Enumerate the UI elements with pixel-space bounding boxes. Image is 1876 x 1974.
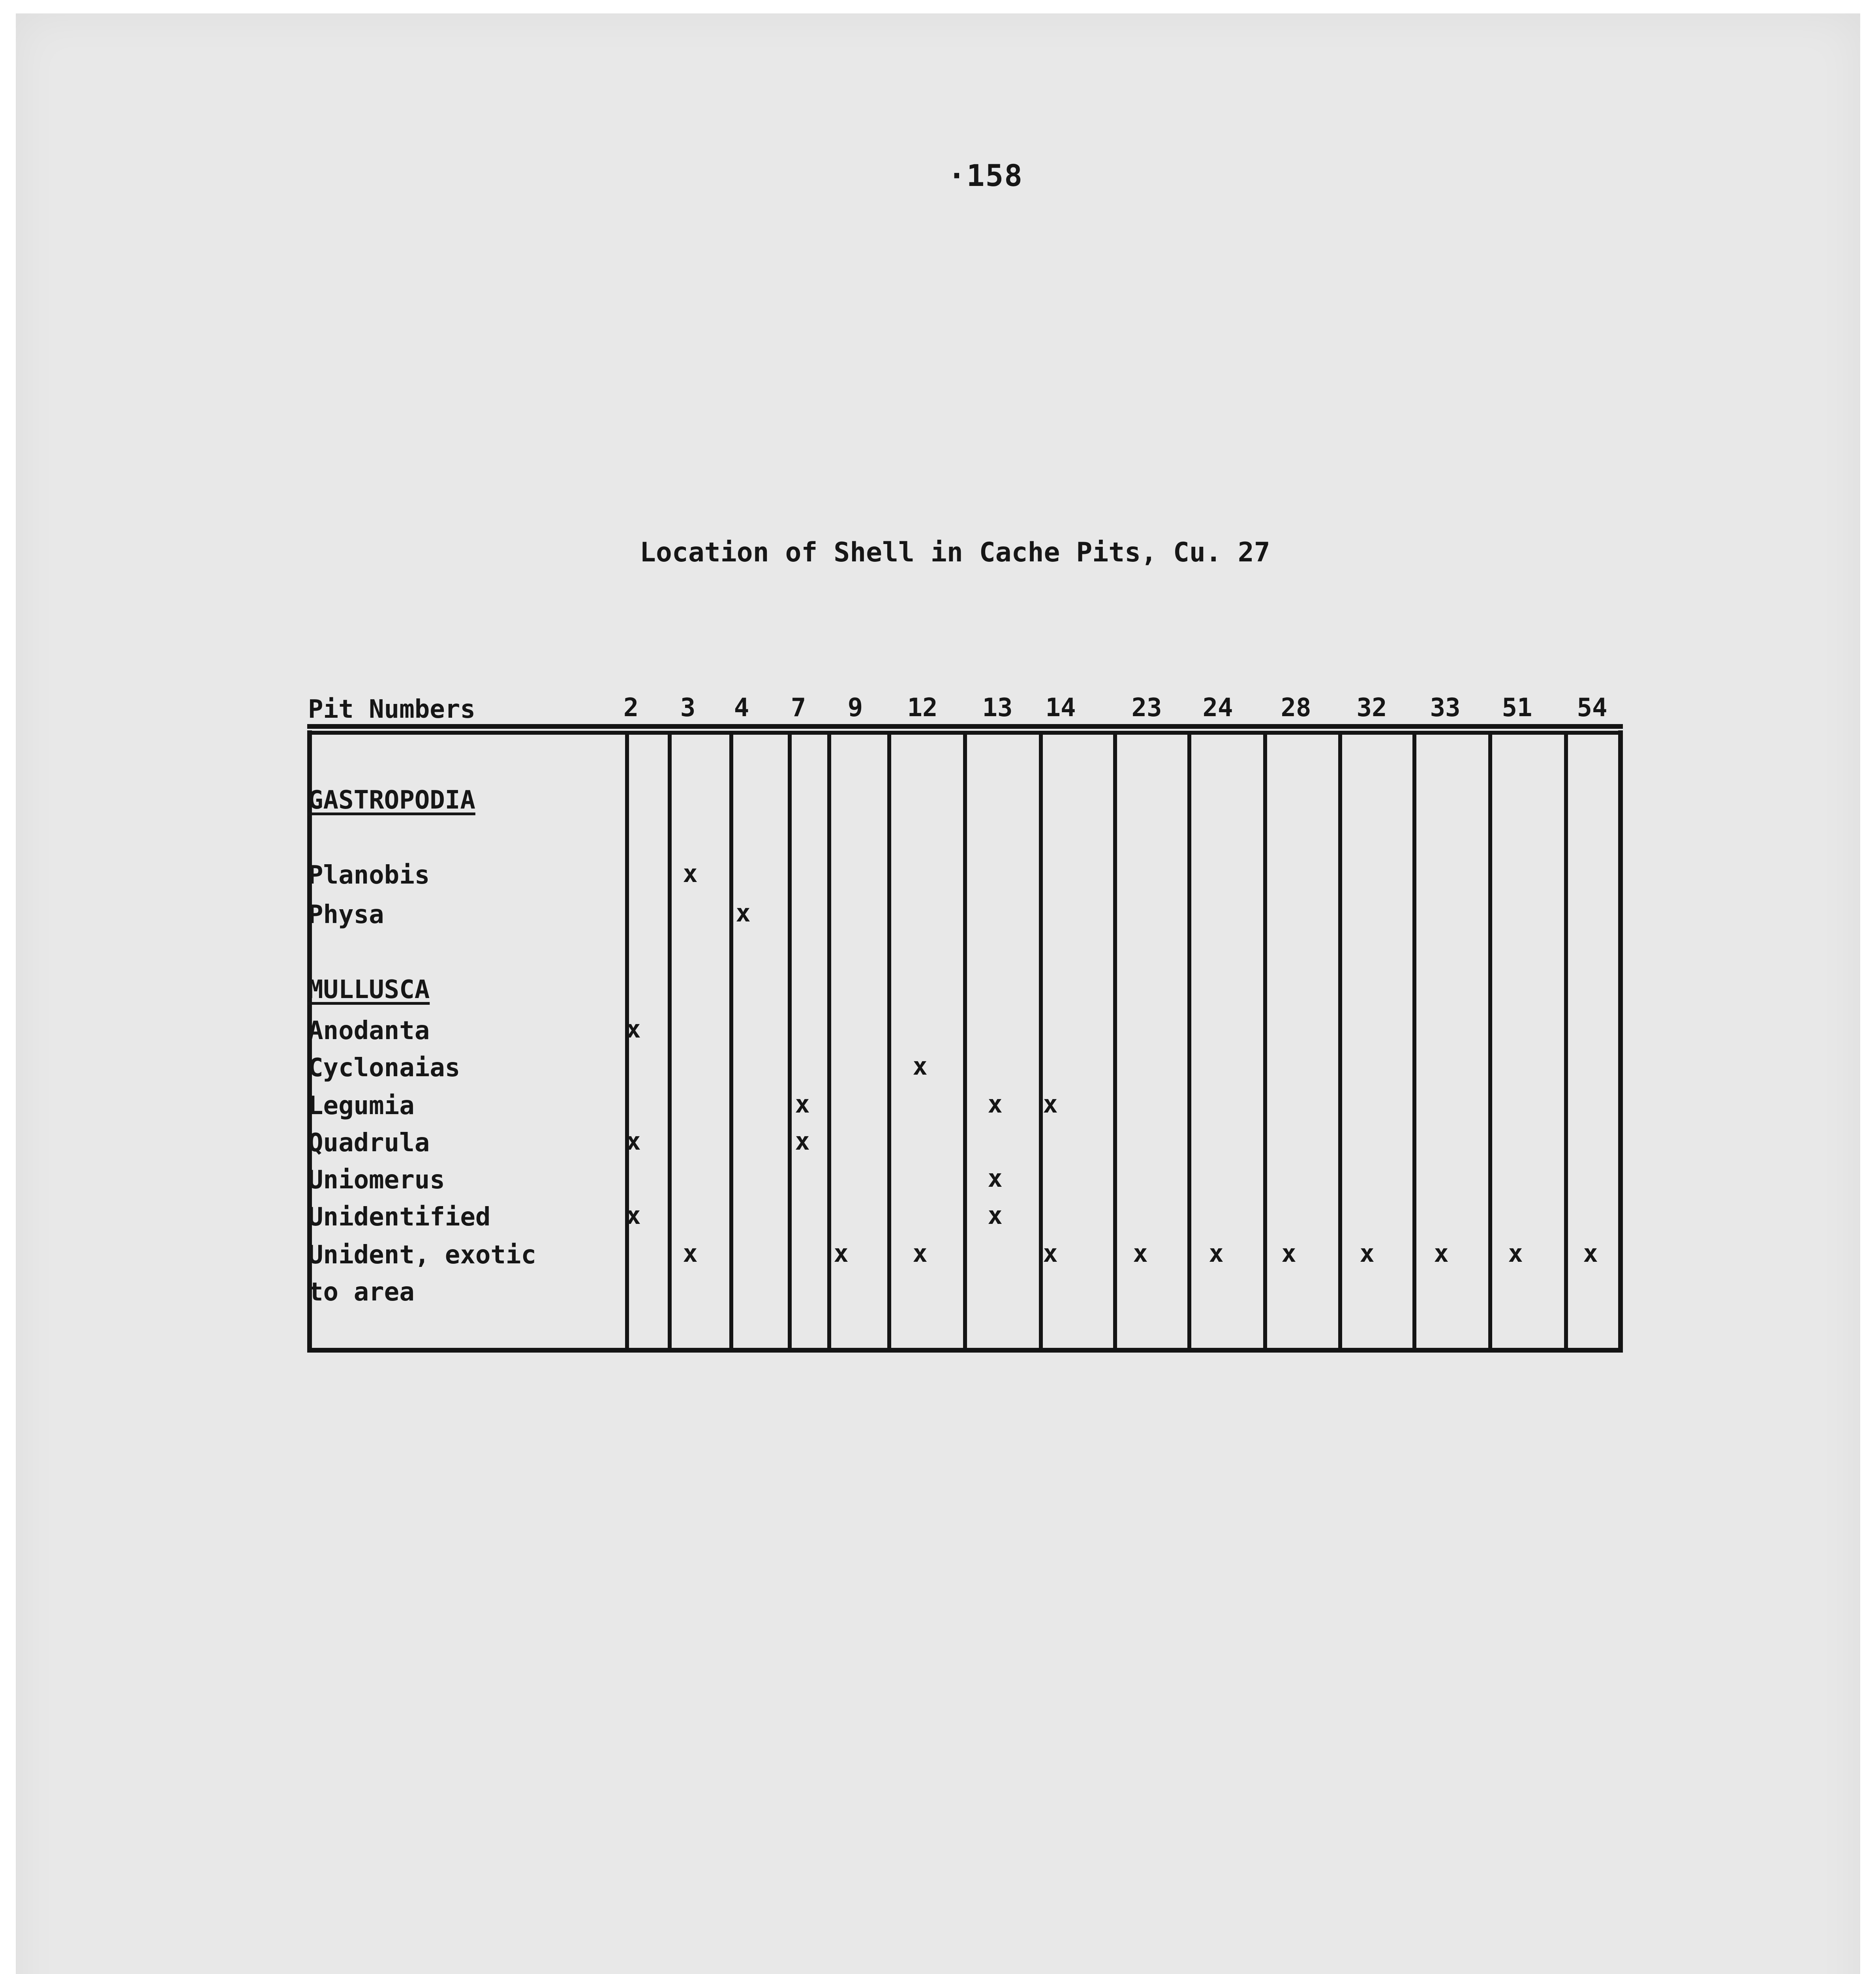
presence-mark: x <box>1434 1239 1449 1268</box>
row-label: Cyclonaias <box>308 1053 460 1083</box>
column-header-pit-23: 23 <box>1131 693 1162 722</box>
presence-mark: x <box>913 1239 928 1268</box>
presence-mark: x <box>1133 1239 1148 1268</box>
presence-mark: x <box>1043 1239 1058 1268</box>
header-label-pit-numbers: Pit Numbers <box>308 695 475 724</box>
row-label: Uniomerus <box>308 1165 445 1195</box>
row-label: Unidentified <box>308 1203 491 1232</box>
presence-mark: x <box>626 1015 641 1043</box>
row-label-continued: to area <box>308 1278 415 1307</box>
row-label: Planobis <box>308 861 430 890</box>
presence-mark: x <box>988 1201 1003 1230</box>
presence-mark: x <box>795 1127 810 1156</box>
column-header-pit-7: 7 <box>791 693 806 722</box>
column-header-pit-32: 32 <box>1356 693 1387 722</box>
row-label: Physa <box>308 900 384 929</box>
column-header-pit-13: 13 <box>982 693 1013 722</box>
presence-mark: x <box>1360 1239 1375 1268</box>
presence-mark: x <box>988 1164 1003 1193</box>
presence-mark: x <box>683 1239 698 1268</box>
group-label-mullusca: MULLUSCA <box>308 975 430 1004</box>
row-label: Legumia <box>308 1091 415 1120</box>
presence-mark: x <box>1043 1090 1058 1118</box>
column-header-pit-28: 28 <box>1281 693 1311 722</box>
row-label: Unident, exotic <box>308 1240 536 1270</box>
column-header-pit-4: 4 <box>734 693 749 722</box>
column-header-pit-12: 12 <box>907 693 938 722</box>
column-header-pit-14: 14 <box>1045 693 1076 722</box>
presence-mark: x <box>988 1090 1003 1118</box>
table-title: Location of Shell in Cache Pits, Cu. 27 <box>640 537 1270 568</box>
page-number: ·158 <box>948 158 1023 193</box>
row-label: Quadrula <box>308 1128 430 1158</box>
presence-mark: x <box>1281 1239 1296 1268</box>
presence-mark: x <box>626 1127 641 1156</box>
presence-mark: x <box>834 1239 849 1268</box>
presence-mark: x <box>1583 1239 1598 1268</box>
presence-mark: x <box>736 899 751 927</box>
column-header-pit-3: 3 <box>680 693 696 722</box>
column-header-pit-24: 24 <box>1202 693 1233 722</box>
presence-mark: x <box>683 859 698 888</box>
presence-mark: x <box>1508 1239 1523 1268</box>
column-header-pit-9: 9 <box>847 693 863 722</box>
presence-mark: x <box>795 1090 810 1118</box>
column-header-pit-54: 54 <box>1577 693 1607 722</box>
column-header-pit-2: 2 <box>623 693 639 722</box>
row-label: Anodanta <box>308 1016 430 1045</box>
group-label-gastropodia: GASTROPODIA <box>308 786 475 815</box>
column-header-pit-33: 33 <box>1430 693 1461 722</box>
presence-mark: x <box>626 1201 641 1230</box>
column-header-pit-51: 51 <box>1502 693 1532 722</box>
presence-mark: x <box>1209 1239 1224 1268</box>
presence-mark: x <box>913 1052 928 1081</box>
